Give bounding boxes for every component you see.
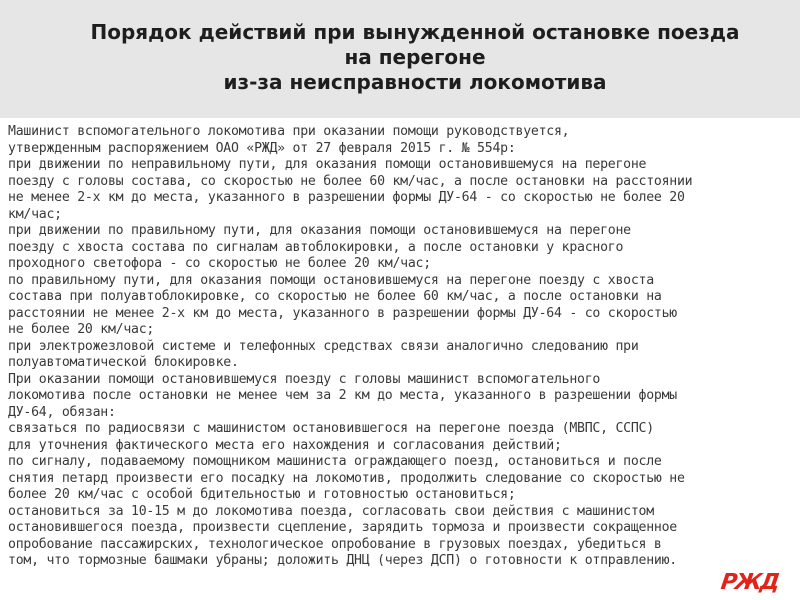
- body-line: ДУ-64, обязан:: [8, 404, 116, 420]
- body-line: остановиться за 10-15 м до локомотива поезда, согласовать свои действия с машинистом: [8, 503, 654, 519]
- slide-title-line-3: из-за неисправности локомотива: [223, 70, 607, 94]
- body-line: км/час;: [8, 206, 62, 222]
- slide-title-line-2: на перегоне: [344, 45, 486, 69]
- body-line: проходного светофора - со скоростью не более 20 км/час;: [8, 256, 431, 271]
- body-line: связаться по радиосвязи с машинистом остановившегося на перегоне поезда (МВПС, ССПС): [8, 421, 654, 436]
- body-line: снятия петард произвести его посадку на локомотив, продолжить следование со скоростью не: [8, 470, 685, 486]
- body-line: по сигналу, подаваемому помощником машиниста ограждающего поезд, остановиться и после: [8, 454, 662, 469]
- body-line: полуавтоматической блокировке.: [8, 355, 239, 370]
- text-panel: [0, 118, 800, 600]
- body-line: опробование пассажирских, технологическое опробование в грузовых поездах, убедиться в: [8, 536, 662, 552]
- body-line: не менее 2-х км до места, указанного в разрешении формы ДУ-64 - со скоростью не более 20: [8, 190, 685, 205]
- body-line: локомотива после остановки не менее чем за 2 км до места, указанного в разрешении формы: [8, 388, 677, 403]
- rzd-logo: РЖД: [719, 570, 780, 595]
- slide-title: [30, 20, 800, 95]
- body-line: при движении по правильному пути, для оказания помощи остановившемуся на перегоне: [8, 223, 631, 238]
- body-line: поезду с головы состава, со скоростью не более 60 км/час, а после остановки на расстоянии: [8, 173, 693, 189]
- title-band: [0, 0, 800, 118]
- body-line: при движении по неправильному пути, для оказания помощи остановившемуся на перегоне: [8, 157, 647, 172]
- body-line: расстоянии не менее 2-х км до места, указанного в разрешении формы ДУ-64 - со скоростью: [8, 305, 677, 321]
- body-line: поезду с хвоста состава по сигналам автоблокировки, а после остановки у красного: [8, 239, 624, 255]
- body-line: по правильному пути, для оказания помощи остановившемуся на перегоне поезду с хвоста: [8, 272, 654, 288]
- slide-title-line-1: Порядок действий при вынужденной остановке поезда: [90, 20, 740, 44]
- body-text: [8, 124, 798, 570]
- body-line: для уточнения фактического места его нахождения и согласования действий;: [8, 437, 562, 453]
- body-line: утвержденным распоряжением ОАО «РЖД» от 27 февраля 2015 г. № 554р:: [8, 140, 516, 156]
- body-line: при электрожезловой системе и телефонных средствах связи аналогично следованию при: [8, 338, 639, 354]
- body-line: состава при полуавтоблокировке, со скоростью не более 60 км/час, а после остановки на: [8, 289, 662, 304]
- body-line: не более 20 км/час;: [8, 322, 155, 337]
- body-line: При оказании помощи остановившемуся поезду с головы машинист вспомогательного: [8, 371, 601, 387]
- body-line: том, что тормозные башмаки убраны; доложить ДНЦ (через ДСП) о готовности к отправлению.: [8, 553, 677, 568]
- body-line: Машинист вспомогательного локомотива при оказании помощи руководствуется,: [8, 124, 570, 139]
- body-line: более 20 км/час с особой бдительностью и готовностью остановиться;: [8, 487, 516, 502]
- body-line: остановившегося поезда, произвести сцепление, зарядить тормоза и произвести сокращенное: [8, 520, 677, 535]
